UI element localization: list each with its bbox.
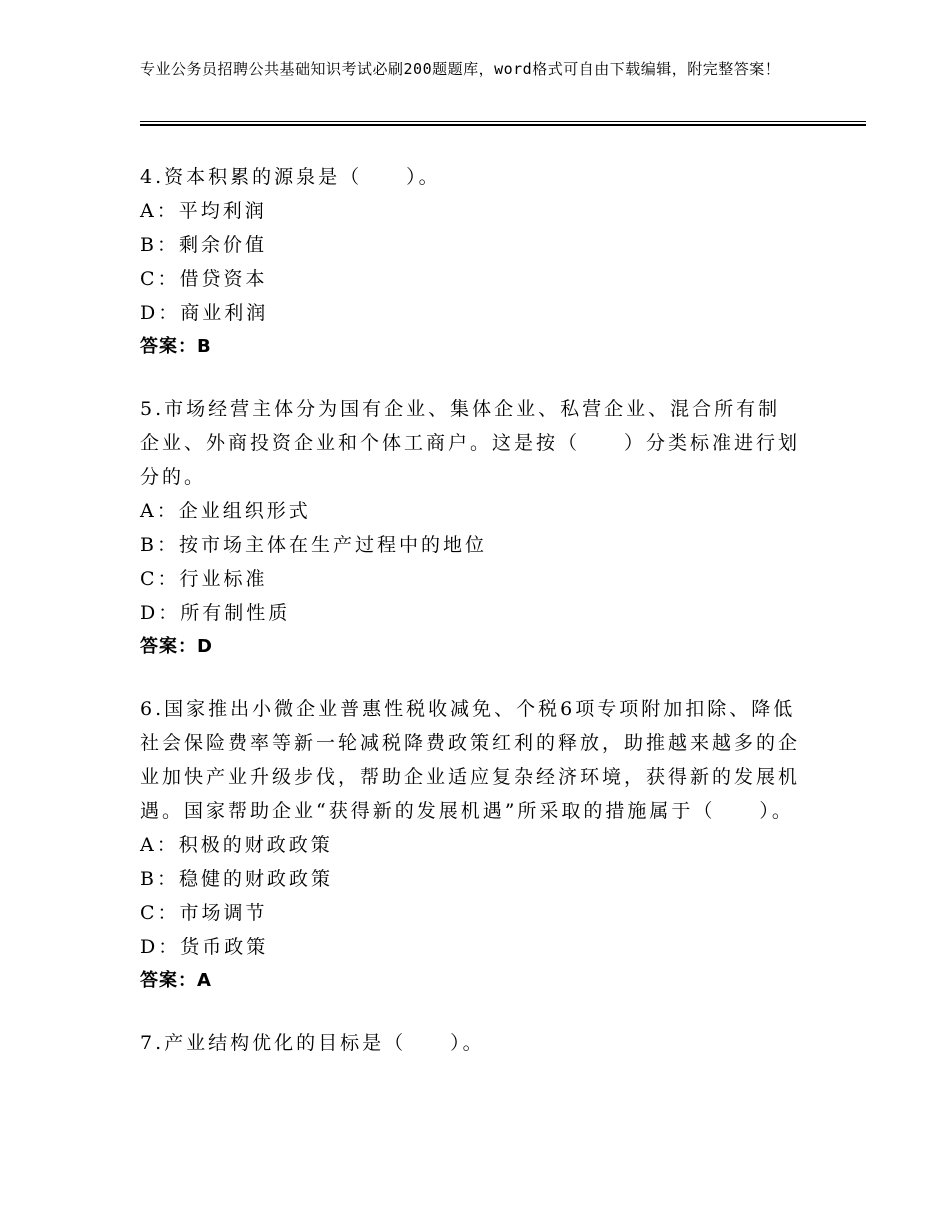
answer-line: 答案：D [140,636,213,657]
option-c: C：行业标准 [140,568,268,590]
question-6 [140,692,800,998]
option-b: B：稳健的财政政策 [140,868,333,890]
header-divider [140,121,866,122]
question-7 [140,1026,800,1060]
option-c: C：借贷资本 [140,268,268,290]
question-stem: 7.产业结构优化的目标是（ ）。 [140,1032,485,1054]
header-divider-thick [140,124,866,126]
option-a: A：平均利润 [140,200,267,222]
question-list [140,160,800,1088]
option-a: A：企业组织形式 [140,500,311,522]
option-b: B：剩余价值 [140,234,267,256]
document-header: 专业公务员招聘公共基础知识考试必刷200题题库，word格式可自由下载编辑，附完整答案！ [140,60,781,78]
question-stem: 5.市场经营主体分为国有企业、集体企业、私营企业、混合所有制企业、外商投资企业和个体工商户。这是按（ ）分类标准进行划分的。 [140,398,801,488]
question-4 [140,160,800,364]
answer-line: 答案：B [140,336,212,357]
option-b: B：按市场主体在生产过程中的地位 [140,534,487,556]
option-d: D：货币政策 [140,936,269,958]
option-d: D：所有制性质 [140,602,291,624]
answer-line: 答案：A [140,970,212,991]
question-5 [140,392,800,664]
option-c: C：市场调节 [140,902,268,924]
question-stem: 4.资本积累的源泉是（ ）。 [140,166,441,188]
option-a: A：积极的财政政策 [140,834,333,856]
option-d: D：商业利润 [140,302,269,324]
question-stem: 6.国家推出小微企业普惠性税收减免、个税6项专项附加扣除、降低社会保险费率等新一轮减税降费政策红利的释放，助推越来越多的企业加快产业升级步伐，帮助企业适应复杂经济环境，获得新的发展机遇。国家帮助企业“获得新的发展机遇”所采取的措施属于（ ）。 [140,698,801,822]
